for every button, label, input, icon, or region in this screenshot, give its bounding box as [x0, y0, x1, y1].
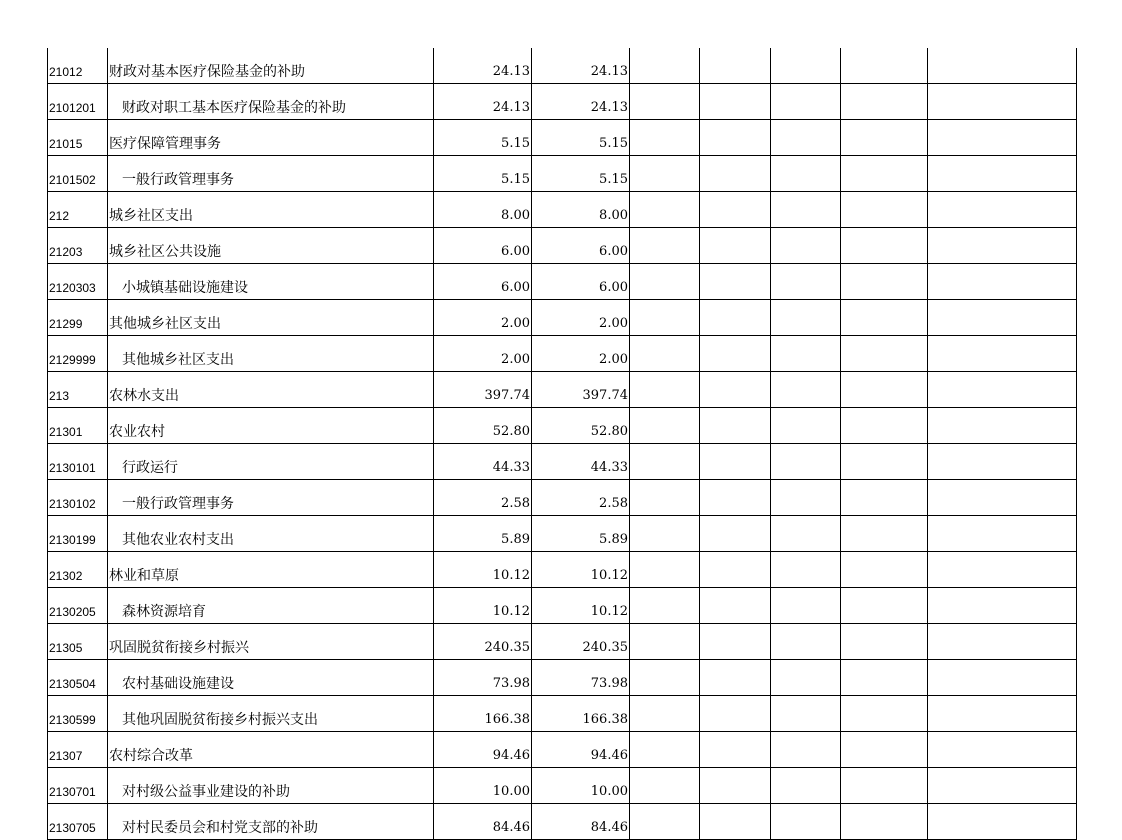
empty-cell — [771, 588, 841, 624]
empty-cell — [771, 624, 841, 660]
empty-cell — [771, 84, 841, 120]
table-row — [48, 156, 1077, 192]
subject-code-cell: 21302 — [48, 552, 108, 588]
empty-cell — [771, 408, 841, 444]
empty-cell — [841, 300, 928, 336]
basic-expenditure-cell: 10.12 — [532, 552, 630, 588]
empty-cell — [700, 192, 771, 228]
total-amount-cell: 10.12 — [434, 588, 532, 624]
empty-cell — [928, 300, 1077, 336]
subject-code-cell: 212 — [48, 192, 108, 228]
empty-cell — [771, 372, 841, 408]
empty-cell — [928, 120, 1077, 156]
empty-cell — [928, 408, 1077, 444]
subject-name-cell: 一般行政管理事务 — [108, 480, 434, 516]
table-row — [48, 408, 1077, 444]
empty-cell — [700, 48, 771, 84]
empty-cell — [841, 696, 928, 732]
basic-expenditure-cell: 397.74 — [532, 372, 630, 408]
subject-name-cell: 小城镇基础设施建设 — [108, 264, 434, 300]
total-amount-cell: 10.12 — [434, 552, 532, 588]
subject-name-cell: 城乡社区公共设施 — [108, 228, 434, 264]
table-row — [48, 552, 1077, 588]
subject-name-cell: 其他巩固脱贫衔接乡村振兴支出 — [108, 696, 434, 732]
empty-cell — [630, 696, 700, 732]
empty-cell — [841, 552, 928, 588]
table-row — [48, 228, 1077, 264]
table-row — [48, 480, 1077, 516]
table-row — [48, 516, 1077, 552]
empty-cell — [700, 444, 771, 480]
subject-name-cell: 财政对职工基本医疗保险基金的补助 — [108, 84, 434, 120]
subject-code-cell: 21012 — [48, 48, 108, 84]
empty-cell — [928, 552, 1077, 588]
basic-expenditure-cell: 44.33 — [532, 444, 630, 480]
empty-cell — [630, 588, 700, 624]
empty-cell — [928, 372, 1077, 408]
empty-cell — [841, 444, 928, 480]
empty-cell — [700, 300, 771, 336]
basic-expenditure-cell: 24.13 — [532, 48, 630, 84]
empty-cell — [700, 696, 771, 732]
empty-cell — [771, 660, 841, 696]
total-amount-cell: 5.15 — [434, 156, 532, 192]
table-body — [48, 48, 1077, 840]
basic-expenditure-cell: 240.35 — [532, 624, 630, 660]
empty-cell — [841, 588, 928, 624]
basic-expenditure-cell: 5.15 — [532, 120, 630, 156]
total-amount-cell: 166.38 — [434, 696, 532, 732]
empty-cell — [928, 192, 1077, 228]
empty-cell — [700, 336, 771, 372]
empty-cell — [630, 624, 700, 660]
table-row — [48, 120, 1077, 156]
empty-cell — [771, 552, 841, 588]
empty-cell — [700, 552, 771, 588]
basic-expenditure-cell: 8.00 — [532, 192, 630, 228]
subject-name-cell: 林业和草原 — [108, 552, 434, 588]
subject-name-cell: 农村综合改革 — [108, 732, 434, 768]
basic-expenditure-cell: 84.46 — [532, 804, 630, 840]
empty-cell — [700, 156, 771, 192]
basic-expenditure-cell: 24.13 — [532, 84, 630, 120]
subject-code-cell: 2130199 — [48, 516, 108, 552]
total-amount-cell: 240.35 — [434, 624, 532, 660]
table-row — [48, 588, 1077, 624]
empty-cell — [928, 84, 1077, 120]
subject-code-cell: 2130705 — [48, 804, 108, 840]
empty-cell — [700, 660, 771, 696]
empty-cell — [928, 804, 1077, 840]
subject-code-cell: 2120303 — [48, 264, 108, 300]
empty-cell — [928, 768, 1077, 804]
empty-cell — [630, 372, 700, 408]
empty-cell — [841, 120, 928, 156]
empty-cell — [771, 444, 841, 480]
basic-expenditure-cell: 10.12 — [532, 588, 630, 624]
empty-cell — [630, 156, 700, 192]
subject-code-cell: 21203 — [48, 228, 108, 264]
subject-code-cell: 2130504 — [48, 660, 108, 696]
basic-expenditure-cell: 2.00 — [532, 300, 630, 336]
empty-cell — [700, 732, 771, 768]
subject-name-cell: 对村级公益事业建设的补助 — [108, 768, 434, 804]
empty-cell — [928, 696, 1077, 732]
empty-cell — [928, 264, 1077, 300]
empty-cell — [841, 84, 928, 120]
empty-cell — [841, 732, 928, 768]
empty-cell — [771, 264, 841, 300]
table-row — [48, 372, 1077, 408]
total-amount-cell: 10.00 — [434, 768, 532, 804]
empty-cell — [928, 336, 1077, 372]
empty-cell — [771, 228, 841, 264]
empty-cell — [630, 444, 700, 480]
empty-cell — [630, 516, 700, 552]
empty-cell — [771, 480, 841, 516]
subject-name-cell: 其他农业农村支出 — [108, 516, 434, 552]
empty-cell — [771, 804, 841, 840]
basic-expenditure-cell: 5.89 — [532, 516, 630, 552]
subject-code-cell: 2101502 — [48, 156, 108, 192]
total-amount-cell: 52.80 — [434, 408, 532, 444]
empty-cell — [700, 372, 771, 408]
empty-cell — [841, 480, 928, 516]
basic-expenditure-cell: 73.98 — [532, 660, 630, 696]
empty-cell — [771, 300, 841, 336]
table-row — [48, 732, 1077, 768]
subject-name-cell: 农业农村 — [108, 408, 434, 444]
empty-cell — [700, 768, 771, 804]
empty-cell — [700, 264, 771, 300]
empty-cell — [700, 516, 771, 552]
subject-code-cell: 21307 — [48, 732, 108, 768]
subject-name-cell: 其他城乡社区支出 — [108, 300, 434, 336]
empty-cell — [771, 192, 841, 228]
budget-table — [47, 48, 1077, 840]
empty-cell — [630, 660, 700, 696]
empty-cell — [630, 120, 700, 156]
empty-cell — [630, 300, 700, 336]
empty-cell — [841, 660, 928, 696]
empty-cell — [928, 624, 1077, 660]
empty-cell — [700, 480, 771, 516]
table-row — [48, 192, 1077, 228]
empty-cell — [771, 732, 841, 768]
subject-code-cell: 2130701 — [48, 768, 108, 804]
subject-code-cell: 2130599 — [48, 696, 108, 732]
basic-expenditure-cell: 52.80 — [532, 408, 630, 444]
empty-cell — [771, 336, 841, 372]
subject-name-cell: 城乡社区支出 — [108, 192, 434, 228]
subject-name-cell: 财政对基本医疗保险基金的补助 — [108, 48, 434, 84]
subject-code-cell: 21299 — [48, 300, 108, 336]
subject-name-cell: 农村基础设施建设 — [108, 660, 434, 696]
total-amount-cell: 2.00 — [434, 300, 532, 336]
total-amount-cell: 6.00 — [434, 228, 532, 264]
subject-code-cell: 2101201 — [48, 84, 108, 120]
empty-cell — [771, 120, 841, 156]
total-amount-cell: 2.58 — [434, 480, 532, 516]
subject-code-cell: 21301 — [48, 408, 108, 444]
total-amount-cell: 2.00 — [434, 336, 532, 372]
empty-cell — [928, 732, 1077, 768]
empty-cell — [630, 732, 700, 768]
empty-cell — [700, 408, 771, 444]
total-amount-cell: 73.98 — [434, 660, 532, 696]
empty-cell — [700, 120, 771, 156]
empty-cell — [928, 660, 1077, 696]
empty-cell — [700, 804, 771, 840]
empty-cell — [700, 84, 771, 120]
empty-cell — [841, 48, 928, 84]
empty-cell — [841, 804, 928, 840]
total-amount-cell: 397.74 — [434, 372, 532, 408]
table-row — [48, 300, 1077, 336]
empty-cell — [771, 696, 841, 732]
table-row — [48, 696, 1077, 732]
table-row — [48, 624, 1077, 660]
empty-cell — [630, 264, 700, 300]
empty-cell — [928, 228, 1077, 264]
empty-cell — [700, 228, 771, 264]
table-row — [48, 264, 1077, 300]
total-amount-cell: 44.33 — [434, 444, 532, 480]
basic-expenditure-cell: 6.00 — [532, 264, 630, 300]
basic-expenditure-cell: 6.00 — [532, 228, 630, 264]
empty-cell — [630, 804, 700, 840]
empty-cell — [841, 156, 928, 192]
table-row — [48, 336, 1077, 372]
empty-cell — [630, 552, 700, 588]
subject-name-cell: 医疗保障管理事务 — [108, 120, 434, 156]
total-amount-cell: 8.00 — [434, 192, 532, 228]
subject-code-cell: 21015 — [48, 120, 108, 156]
subject-code-cell: 2130205 — [48, 588, 108, 624]
empty-cell — [630, 336, 700, 372]
empty-cell — [841, 624, 928, 660]
subject-name-cell: 对村民委员会和村党支部的补助 — [108, 804, 434, 840]
empty-cell — [700, 624, 771, 660]
empty-cell — [928, 588, 1077, 624]
table-row — [48, 768, 1077, 804]
total-amount-cell: 6.00 — [434, 264, 532, 300]
total-amount-cell: 24.13 — [434, 48, 532, 84]
total-amount-cell: 5.15 — [434, 120, 532, 156]
subject-name-cell: 巩固脱贫衔接乡村振兴 — [108, 624, 434, 660]
empty-cell — [841, 336, 928, 372]
total-amount-cell: 84.46 — [434, 804, 532, 840]
subject-code-cell: 2130101 — [48, 444, 108, 480]
empty-cell — [630, 84, 700, 120]
basic-expenditure-cell: 2.00 — [532, 336, 630, 372]
subject-code-cell: 213 — [48, 372, 108, 408]
empty-cell — [841, 228, 928, 264]
empty-cell — [700, 588, 771, 624]
subject-name-cell: 行政运行 — [108, 444, 434, 480]
empty-cell — [630, 192, 700, 228]
empty-cell — [630, 768, 700, 804]
subject-code-cell: 2130102 — [48, 480, 108, 516]
total-amount-cell: 5.89 — [434, 516, 532, 552]
empty-cell — [630, 228, 700, 264]
subject-name-cell: 农林水支出 — [108, 372, 434, 408]
empty-cell — [928, 444, 1077, 480]
empty-cell — [928, 516, 1077, 552]
table-row — [48, 444, 1077, 480]
empty-cell — [771, 768, 841, 804]
total-amount-cell: 24.13 — [434, 84, 532, 120]
empty-cell — [771, 516, 841, 552]
subject-name-cell: 一般行政管理事务 — [108, 156, 434, 192]
empty-cell — [771, 156, 841, 192]
subject-name-cell: 其他城乡社区支出 — [108, 336, 434, 372]
empty-cell — [841, 516, 928, 552]
subject-name-cell: 森林资源培育 — [108, 588, 434, 624]
table-row — [48, 84, 1077, 120]
table-row — [48, 804, 1077, 840]
basic-expenditure-cell: 2.58 — [532, 480, 630, 516]
empty-cell — [841, 264, 928, 300]
basic-expenditure-cell: 166.38 — [532, 696, 630, 732]
table-row — [48, 660, 1077, 696]
empty-cell — [928, 48, 1077, 84]
empty-cell — [630, 48, 700, 84]
empty-cell — [841, 768, 928, 804]
empty-cell — [928, 156, 1077, 192]
subject-code-cell: 2129999 — [48, 336, 108, 372]
total-amount-cell: 94.46 — [434, 732, 532, 768]
empty-cell — [841, 408, 928, 444]
basic-expenditure-cell: 10.00 — [532, 768, 630, 804]
empty-cell — [841, 192, 928, 228]
empty-cell — [771, 48, 841, 84]
basic-expenditure-cell: 94.46 — [532, 732, 630, 768]
table-row — [48, 48, 1077, 84]
empty-cell — [630, 408, 700, 444]
basic-expenditure-cell: 5.15 — [532, 156, 630, 192]
empty-cell — [630, 480, 700, 516]
empty-cell — [841, 372, 928, 408]
empty-cell — [928, 480, 1077, 516]
subject-code-cell: 21305 — [48, 624, 108, 660]
